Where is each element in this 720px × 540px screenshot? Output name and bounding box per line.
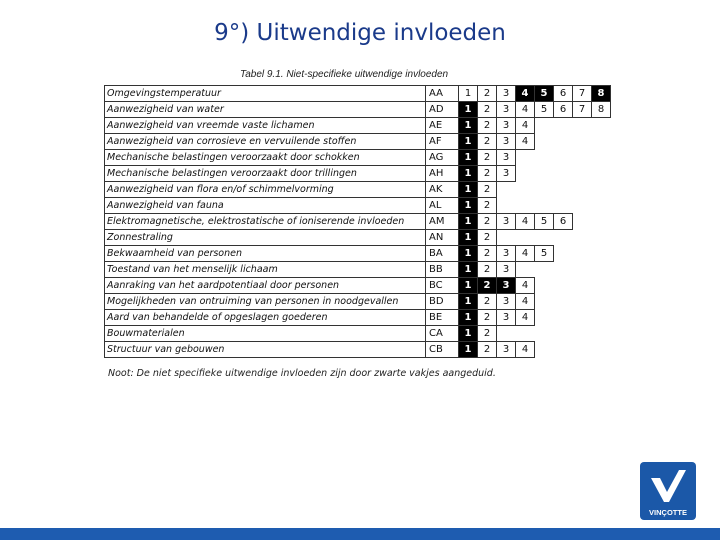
- level-cell: 4: [516, 134, 535, 150]
- level-cell: 4: [516, 310, 535, 326]
- table-row: [105, 262, 611, 278]
- empty-cell: [573, 182, 592, 198]
- level-cell: 3: [497, 118, 516, 134]
- level-cell: 6: [554, 102, 573, 118]
- empty-cell: [592, 230, 611, 246]
- empty-cell: [573, 198, 592, 214]
- empty-cell: [592, 118, 611, 134]
- table-row: [105, 86, 611, 102]
- vincotte-logo: [640, 462, 696, 520]
- empty-cell: [535, 118, 554, 134]
- level-cell: 1: [459, 262, 478, 278]
- level-cell: 3: [497, 134, 516, 150]
- level-cell: 2: [478, 246, 497, 262]
- empty-cell: [573, 278, 592, 294]
- influence-code: BE: [426, 310, 459, 326]
- level-cell: 1: [459, 166, 478, 182]
- level-cell: 4: [516, 86, 535, 102]
- level-cell: 4: [516, 102, 535, 118]
- influence-name: Elektromagnetische, elektrostatische of ioniserende invloeden: [105, 214, 426, 230]
- level-cell: 2: [478, 230, 497, 246]
- level-cell: 5: [535, 86, 554, 102]
- empty-cell: [516, 326, 535, 342]
- slide-title: 9°) Uitwendige invloeden: [214, 20, 506, 46]
- level-cell: 1: [459, 118, 478, 134]
- influence-code: AF: [426, 134, 459, 150]
- level-cell: 8: [592, 86, 611, 102]
- empty-cell: [554, 278, 573, 294]
- bottom-bar: [0, 528, 720, 540]
- empty-cell: [554, 246, 573, 262]
- level-cell: 4: [516, 278, 535, 294]
- influence-name: Toestand van het menselijk lichaam: [105, 262, 426, 278]
- level-cell: 4: [516, 118, 535, 134]
- level-cell: 5: [535, 214, 554, 230]
- empty-cell: [535, 310, 554, 326]
- table-note: Noot: De niet specifieke uitwendige invloeden zijn door zwarte vakjes aangeduid.: [108, 368, 496, 379]
- level-cell: 1: [459, 134, 478, 150]
- influence-code: AE: [426, 118, 459, 134]
- influence-code: CB: [426, 342, 459, 358]
- empty-cell: [554, 326, 573, 342]
- influence-name: Mogelijkheden van ontruiming van personen in noodgevallen: [105, 294, 426, 310]
- empty-cell: [554, 262, 573, 278]
- level-cell: 1: [459, 246, 478, 262]
- empty-cell: [497, 326, 516, 342]
- empty-cell: [535, 198, 554, 214]
- influence-name: Mechanische belastingen veroorzaakt door trillingen: [105, 166, 426, 182]
- table-row: [105, 246, 611, 262]
- table-row: [105, 294, 611, 310]
- empty-cell: [535, 262, 554, 278]
- level-cell: 1: [459, 294, 478, 310]
- empty-cell: [592, 294, 611, 310]
- empty-cell: [516, 262, 535, 278]
- table-row: [105, 230, 611, 246]
- influence-code: AM: [426, 214, 459, 230]
- checkmark-logo-icon: [649, 468, 687, 504]
- influence-code: AL: [426, 198, 459, 214]
- influence-code: AN: [426, 230, 459, 246]
- level-cell: 2: [478, 150, 497, 166]
- empty-cell: [516, 198, 535, 214]
- level-cell: 1: [459, 230, 478, 246]
- empty-cell: [554, 230, 573, 246]
- level-cell: 3: [497, 278, 516, 294]
- table-caption: Tabel 9.1. Niet-specifieke uitwendige invloeden: [240, 69, 449, 80]
- empty-cell: [592, 246, 611, 262]
- empty-cell: [573, 134, 592, 150]
- influence-name: Structuur van gebouwen: [105, 342, 426, 358]
- empty-cell: [592, 166, 611, 182]
- empty-cell: [592, 182, 611, 198]
- table-row: [105, 342, 611, 358]
- level-cell: 1: [459, 198, 478, 214]
- empty-cell: [592, 214, 611, 230]
- level-cell: 1: [459, 214, 478, 230]
- level-cell: 3: [497, 166, 516, 182]
- level-cell: 2: [478, 278, 497, 294]
- level-cell: 2: [478, 118, 497, 134]
- level-cell: 1: [459, 278, 478, 294]
- empty-cell: [535, 342, 554, 358]
- level-cell: 1: [459, 102, 478, 118]
- empty-cell: [573, 294, 592, 310]
- influence-code: AH: [426, 166, 459, 182]
- level-cell: 2: [478, 342, 497, 358]
- level-cell: 1: [459, 182, 478, 198]
- influence-name: Aanwezigheid van vreemde vaste lichamen: [105, 118, 426, 134]
- empty-cell: [516, 182, 535, 198]
- level-cell: 1: [459, 86, 478, 102]
- level-cell: 1: [459, 342, 478, 358]
- level-cell: 3: [497, 150, 516, 166]
- empty-cell: [554, 118, 573, 134]
- influence-name: Aanwezigheid van water: [105, 102, 426, 118]
- level-cell: 3: [497, 246, 516, 262]
- empty-cell: [535, 326, 554, 342]
- level-cell: 2: [478, 166, 497, 182]
- level-cell: 2: [478, 134, 497, 150]
- level-cell: 1: [459, 326, 478, 342]
- level-cell: 7: [573, 102, 592, 118]
- level-cell: 3: [497, 86, 516, 102]
- influence-name: Bekwaamheid van personen: [105, 246, 426, 262]
- empty-cell: [535, 230, 554, 246]
- table-row: [105, 102, 611, 118]
- level-cell: 6: [554, 214, 573, 230]
- table-row: [105, 214, 611, 230]
- empty-cell: [573, 262, 592, 278]
- table-row: [105, 134, 611, 150]
- level-cell: 3: [497, 342, 516, 358]
- level-cell: 5: [535, 246, 554, 262]
- level-cell: 3: [497, 214, 516, 230]
- level-cell: 4: [516, 294, 535, 310]
- empty-cell: [573, 342, 592, 358]
- table-row: [105, 166, 611, 182]
- empty-cell: [592, 262, 611, 278]
- influence-code: BC: [426, 278, 459, 294]
- level-cell: 1: [459, 310, 478, 326]
- empty-cell: [592, 342, 611, 358]
- influence-name: Aanraking van het aardpotentiaal door personen: [105, 278, 426, 294]
- influence-name: Aanwezigheid van corrosieve en vervuilende stoffen: [105, 134, 426, 150]
- influence-code: AK: [426, 182, 459, 198]
- level-cell: 1: [459, 150, 478, 166]
- empty-cell: [516, 166, 535, 182]
- influence-name: Omgevingstemperatuur: [105, 86, 426, 102]
- table-row: [105, 326, 611, 342]
- level-cell: 2: [478, 214, 497, 230]
- level-cell: 2: [478, 86, 497, 102]
- level-cell: 4: [516, 342, 535, 358]
- table-row: [105, 182, 611, 198]
- influence-code: BB: [426, 262, 459, 278]
- influence-name: Bouwmaterialen: [105, 326, 426, 342]
- level-cell: 3: [497, 310, 516, 326]
- level-cell: 2: [478, 326, 497, 342]
- empty-cell: [573, 166, 592, 182]
- table-row: [105, 310, 611, 326]
- empty-cell: [516, 230, 535, 246]
- empty-cell: [554, 342, 573, 358]
- level-cell: 4: [516, 246, 535, 262]
- empty-cell: [535, 166, 554, 182]
- influence-code: AD: [426, 102, 459, 118]
- empty-cell: [554, 166, 573, 182]
- level-cell: 6: [554, 86, 573, 102]
- empty-cell: [497, 182, 516, 198]
- logo-text: VINÇOTTE: [649, 508, 687, 517]
- level-cell: 2: [478, 102, 497, 118]
- level-cell: 2: [478, 182, 497, 198]
- empty-cell: [573, 118, 592, 134]
- empty-cell: [554, 310, 573, 326]
- empty-cell: [535, 182, 554, 198]
- level-cell: 3: [497, 102, 516, 118]
- empty-cell: [497, 198, 516, 214]
- empty-cell: [554, 182, 573, 198]
- level-cell: 5: [535, 102, 554, 118]
- empty-cell: [592, 134, 611, 150]
- empty-cell: [573, 230, 592, 246]
- empty-cell: [554, 150, 573, 166]
- empty-cell: [535, 150, 554, 166]
- empty-cell: [573, 246, 592, 262]
- table-row: [105, 118, 611, 134]
- level-cell: 2: [478, 198, 497, 214]
- empty-cell: [573, 214, 592, 230]
- empty-cell: [535, 294, 554, 310]
- level-cell: 2: [478, 294, 497, 310]
- empty-cell: [554, 198, 573, 214]
- empty-cell: [573, 326, 592, 342]
- level-cell: 2: [478, 310, 497, 326]
- influence-name: Aanwezigheid van flora en/of schimmelvorming: [105, 182, 426, 198]
- influence-code: BA: [426, 246, 459, 262]
- influence-code: AA: [426, 86, 459, 102]
- level-cell: 7: [573, 86, 592, 102]
- empty-cell: [516, 150, 535, 166]
- influence-name: Aanwezigheid van fauna: [105, 198, 426, 214]
- influence-code: BD: [426, 294, 459, 310]
- empty-cell: [592, 310, 611, 326]
- level-cell: 8: [592, 102, 611, 118]
- empty-cell: [592, 198, 611, 214]
- level-cell: 2: [478, 262, 497, 278]
- level-cell: 3: [497, 294, 516, 310]
- empty-cell: [535, 134, 554, 150]
- table-row: [105, 150, 611, 166]
- empty-cell: [573, 310, 592, 326]
- empty-cell: [592, 278, 611, 294]
- influence-name: Aard van behandelde of opgeslagen goederen: [105, 310, 426, 326]
- empty-cell: [573, 150, 592, 166]
- empty-cell: [554, 294, 573, 310]
- influence-code: CA: [426, 326, 459, 342]
- empty-cell: [535, 278, 554, 294]
- level-cell: 4: [516, 214, 535, 230]
- influence-name: Mechanische belastingen veroorzaakt door schokken: [105, 150, 426, 166]
- empty-cell: [592, 150, 611, 166]
- table-row: [105, 198, 611, 214]
- empty-cell: [554, 134, 573, 150]
- empty-cell: [592, 326, 611, 342]
- influence-name: Zonnestraling: [105, 230, 426, 246]
- empty-cell: [497, 230, 516, 246]
- influences-table: [104, 85, 611, 358]
- influence-code: AG: [426, 150, 459, 166]
- table-row: [105, 278, 611, 294]
- level-cell: 3: [497, 262, 516, 278]
